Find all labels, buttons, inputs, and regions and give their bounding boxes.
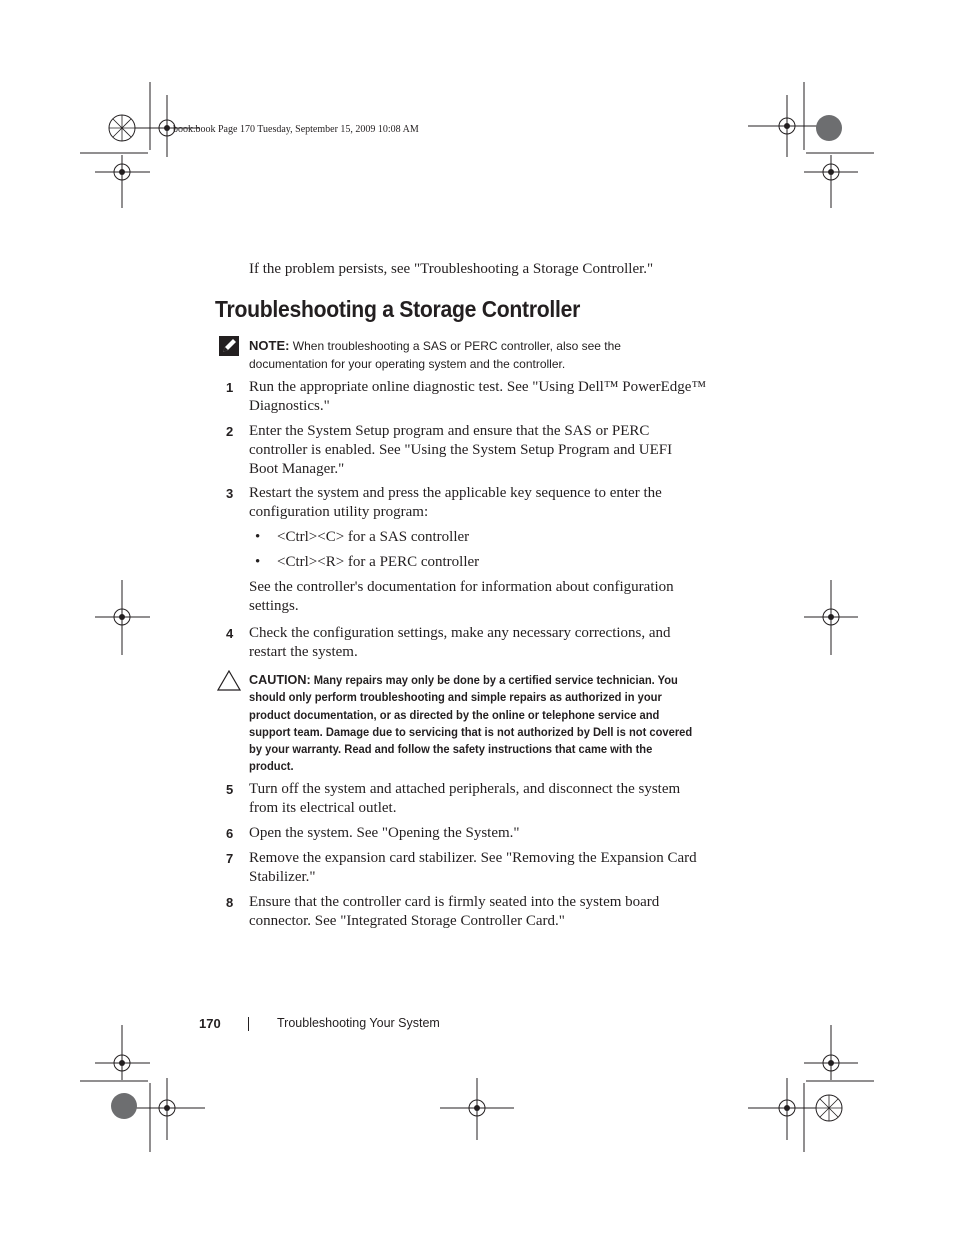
step-text: Ensure that the controller card is firmly seated into the system board connector. See "Integrated Storage Controller Card." (249, 894, 660, 929)
section-title: Troubleshooting a Storage Controller (215, 296, 581, 322)
step-number: 3 (226, 486, 234, 501)
step-number: 5 (226, 782, 234, 797)
caution-block: CAUTION: Many repairs may only be done by a certified service technician. You should only perform troubleshooting and simple repairs as authorized in your product documentation, or as directed by the online or telephone service and support team. Damage due to servicing that is not authorized by Dell is not covered by your warranty. Read and follow the safety instructions that came with the product. (249, 672, 693, 774)
step-number: 8 (226, 895, 234, 910)
bullet-item: <Ctrl><C> for a SAS controller (277, 529, 470, 545)
step-number: 1 (226, 380, 234, 395)
note-line2: documentation for your operating system and the controller. (249, 357, 566, 371)
step-number: 2 (226, 424, 234, 439)
bullet-item: <Ctrl><R> for a PERC controller (277, 554, 480, 570)
step-text: Run the appropriate online diagnostic test. See "Using Dell™ PowerEdge™ Diagnostics." (249, 379, 707, 414)
step-text: Enter the System Setup program and ensure that the SAS or PERC controller is enabled. See "Using the System Setup Program and UEFI Boot Manager." (249, 423, 673, 477)
step-text: Open the system. See "Opening the System." (249, 825, 520, 841)
step-number: 7 (226, 851, 234, 866)
step-number: 4 (226, 626, 234, 641)
step-number: 6 (226, 826, 234, 841)
bullet-icon: • (255, 554, 261, 570)
page-number: 170 (199, 1016, 221, 1031)
footer-divider (248, 1017, 249, 1031)
note-line1: When troubleshooting a SAS or PERC controller, also see the (292, 339, 621, 353)
note-block (249, 337, 719, 373)
header-slug: book.book Page 170 Tuesday, September 15, 2009 10:08 AM (173, 124, 419, 135)
step-text: Turn off the system and attached peripherals, and disconnect the system from its electrical outlet. (249, 781, 681, 816)
intro-text: If the problem persists, see "Troubleshooting a Storage Controller." (249, 261, 654, 277)
caution-triangle-icon (217, 670, 241, 691)
step-note-text: See the controller's documentation for information about configuration settings. (249, 579, 674, 614)
step-text: Restart the system and press the applicable key sequence to enter the configuration utility program: (249, 485, 662, 520)
pencil-note-icon (218, 335, 240, 357)
step-text: Remove the expansion card stabilizer. See "Removing the Expansion Card Stabilizer." (249, 850, 697, 885)
footer-section: Troubleshooting Your System (277, 1016, 440, 1030)
caution-label: CAUTION: (249, 672, 311, 687)
note-label: NOTE: (249, 338, 290, 353)
bullet-icon: • (255, 529, 261, 545)
step-text: Check the configuration settings, make any necessary corrections, and restart the system. (249, 625, 671, 660)
